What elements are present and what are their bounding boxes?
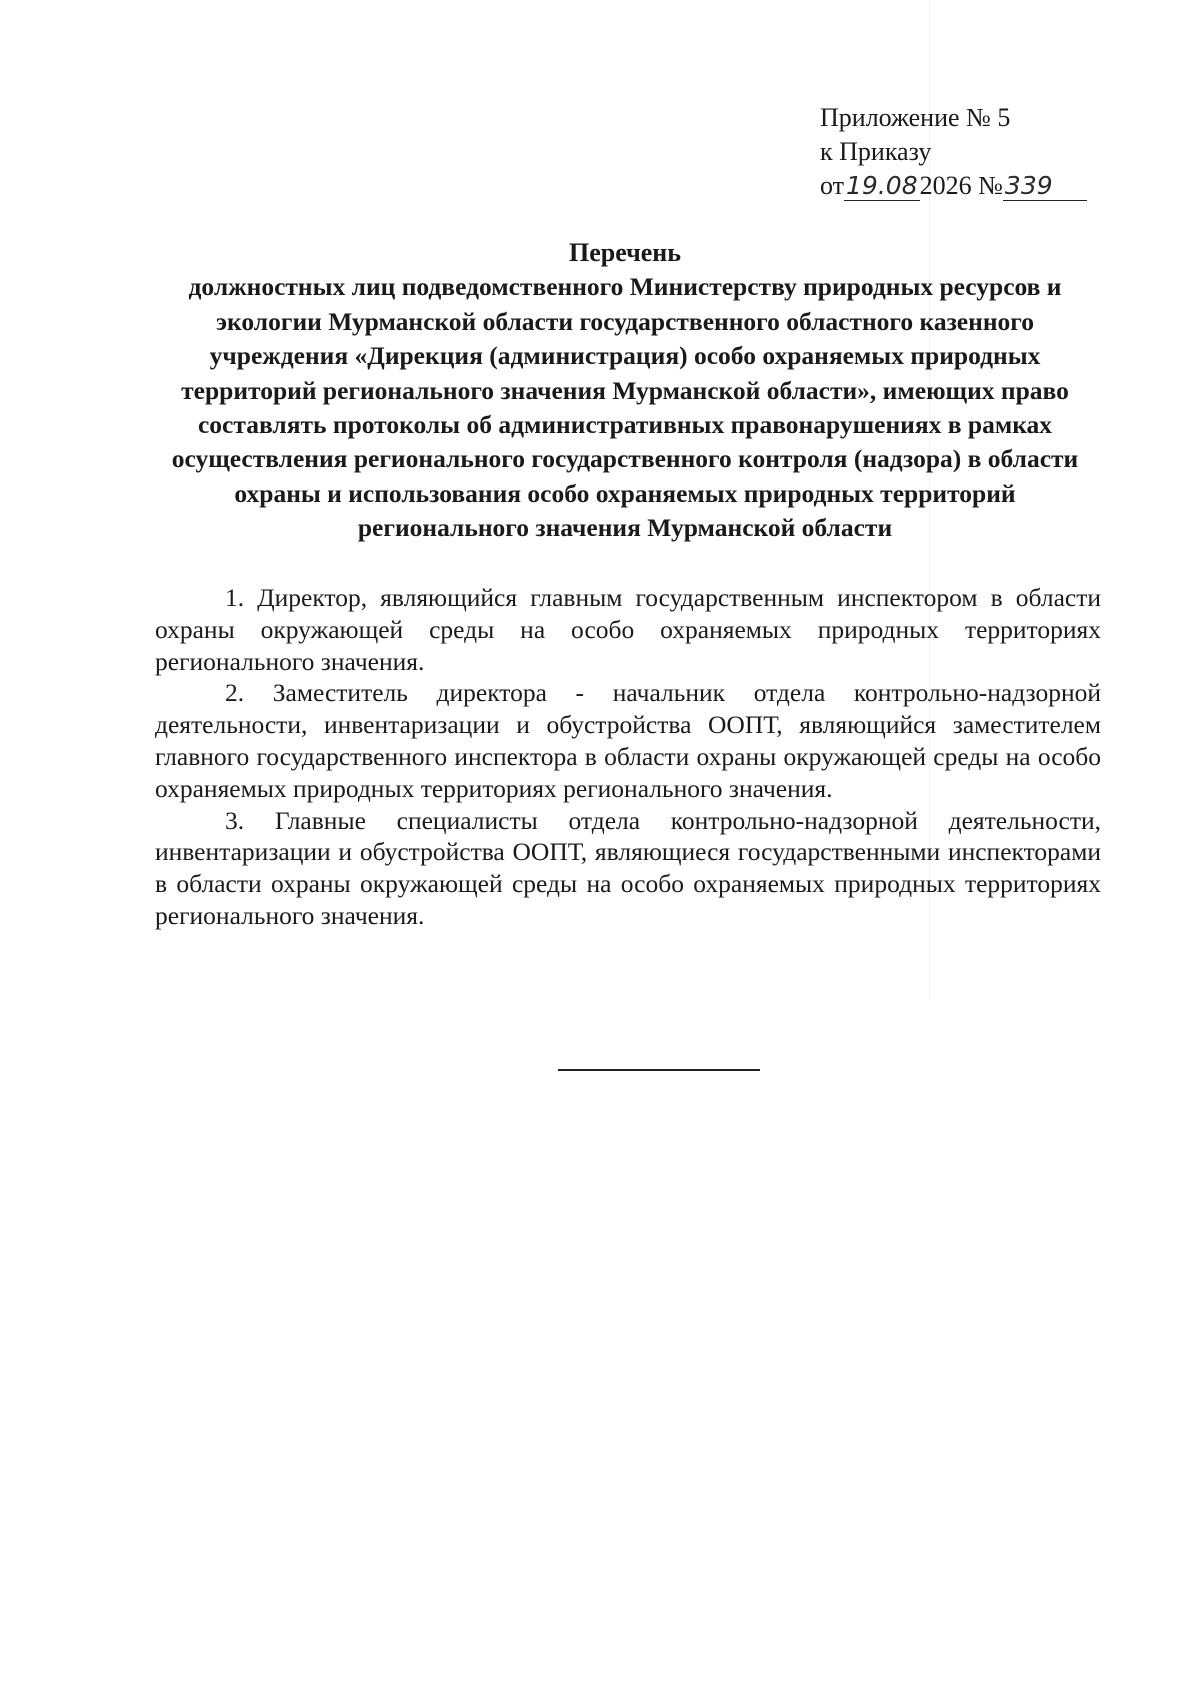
heading-title: Перечень (568, 238, 682, 267)
appendix-block (820, 101, 1087, 203)
heading-subtitle: должностных лиц подведомственного Министерству природных ресурсов и экологии Мурманской области государственного областного казенного учреждения «Дирекция (администрация) особо охраняемых природных территорий регионального значения Мурманской области», имеющих право составлять протоколы об административных правонарушениях в рамках осуществления регионального государственного контроля (надзора) в области охраны и использования особо охраняемых природных территорий регионального значения Мурманской области (171, 272, 1079, 543)
list-item: 3. Главные специалисты отдела контрольно-надзорной деятельности, инвентаризации и обустройства ООПТ, являющиеся государственными инспекторами в области охраны окружающей среды на особо охраняемых природных территориях регионального значения. (155, 805, 1101, 930)
number-prefix: № (978, 171, 1003, 200)
date-prefix: от (820, 171, 845, 200)
date-year: 2026 (919, 171, 972, 200)
appendix-order-line: к Приказу (820, 137, 932, 166)
document-heading (150, 236, 1100, 546)
list-item: 1. Директор, являющийся главным государственным инспектором в области охраны окружающей среды на особо охраняемых природных территориях регионального значения. (155, 583, 1101, 676)
appendix-date-line (820, 169, 1087, 203)
end-rule (558, 1069, 760, 1071)
positions-list (155, 582, 1101, 932)
handwritten-date: 19.08 (846, 171, 918, 200)
appendix-number-line: Приложение № 5 (820, 103, 1011, 132)
list-item: 2. Заместитель директора - начальник отдела контрольно-надзорной деятельности, инвентаризации и обустройства ООПТ, являющийся заместителем главного государственного инспектора в области охраны окружающей среды на особо охраняемых природных территориях регионального значения. (155, 678, 1101, 803)
handwritten-order-number: 339 (1003, 172, 1087, 201)
